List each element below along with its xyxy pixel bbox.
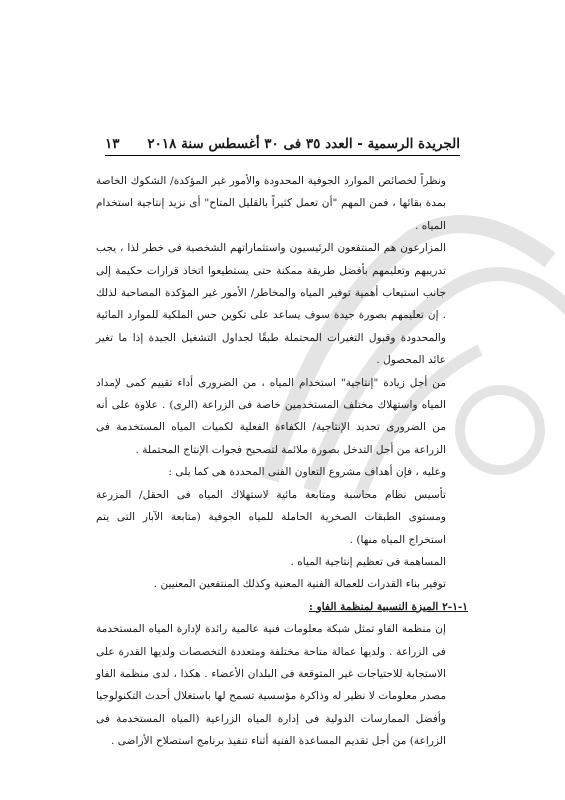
paragraph-8: إن منظمة الفاو تمثل شبكة معلومات فنية عالمية رائدة لإدارة المياه المستخدمة فى الزراعة . ولديها عمالة متاحة مختلفة ومتعددة التخصصات ولديها القدرة على الاستجابة للاحتياجات غير المتوقعة فى البلدان الأعضاء . هكذا ، لدى منظمة الفاو مصدر معلومات لا نظير له وذاكرة مؤسسية تسمح لها باستغلال أحدث التكنولوجيا وأفضل الممارسات الدولية فى إدارة المياه الزراعية (المياه المستخدمة فى الزراعة) من أجل تقديم المساعدة الفنية أثناء تنفيذ برنامج استصلاح الأراضى . bbox=[96, 623, 446, 748]
paragraph-3: من أجل زيادة "إنتاجية" استخدام المياه ، من الضرورى أداء تقييم كمى لإمداد المياه واستهلاك مختلف المستخدمين خاصة فى الزراعة (الرى) . علاوة على أنه من الضرورى تحديد الإنتاجية/ الكفاءة الفعلية لكميات المياه المستخدمة فى الزراعة من أجل التدخل بصورة ملائمة لتصحيح فجوات الإنتاج المحتملة . bbox=[96, 376, 446, 456]
paragraph-5: تأسيس نظام محاسبة ومتابعة مائية لاستهلاك المياه فى الحقل/ المزرعة ومستوى الطبقات الصخرية الحاملة للمياه الجوفية (متابعة الآبار التى يتم استخراج المياه منها) . bbox=[96, 488, 446, 546]
header-title: الجريدة الرسمية - العدد ٣٥ فى ٣٠ أغسطس سنة ٢٠١٨ bbox=[147, 136, 460, 152]
page-header bbox=[105, 136, 460, 156]
page-number: ١٣ bbox=[105, 136, 120, 152]
paragraph-1: ونظراً لخصائص الموارد الجوفية المحدودة والأمور غير المؤكدة/ الشكوك الخاصة بمدة بقائها ، فمن المهم "أن تعمل كثيراً بالقليل المتاح" أى نزيد إنتاجية استخدام المياه . bbox=[96, 175, 446, 232]
paragraph-6: المساهمة فى تعظيم إنتاجية المياه . bbox=[290, 555, 446, 568]
paragraph-4: وعليه ، فإن أهداف مشروع التعاون الفنى المحددة هى كما يلى : bbox=[168, 466, 446, 479]
paragraph-2: المزارعون هم المنتفعون الرئيسيون واستثماراتهم الشخصية فى خطر لذا ، يجب تدريبهم وتعليمهم بأفضل طريقة ممكنة حتى يستطيعوا اتخاذ قرارات حكيمة إلى جانب استيعاب أهمية توفير المياه والمخاطر/ الأمور غير المؤكدة المصاحبة لذلك . إن تعليمهم بصورة جيدة سوف يساعد على تكوين حس الملكية للموارد المائية والمحدودة وقبول التغيرات المحتملة طبقًا لجداول التشغيل الجيدة إذا ما تغير عائد المحصول . bbox=[96, 242, 446, 367]
paragraph-7: توفير بناء القدرات للعمالة الفنية المعنية وكذلك المنتفعين المعنيين . bbox=[153, 578, 446, 591]
document-body bbox=[96, 170, 468, 753]
section-heading: ١-١-٢ الميزة النسبية لمنظمة الفاو : bbox=[309, 600, 468, 613]
